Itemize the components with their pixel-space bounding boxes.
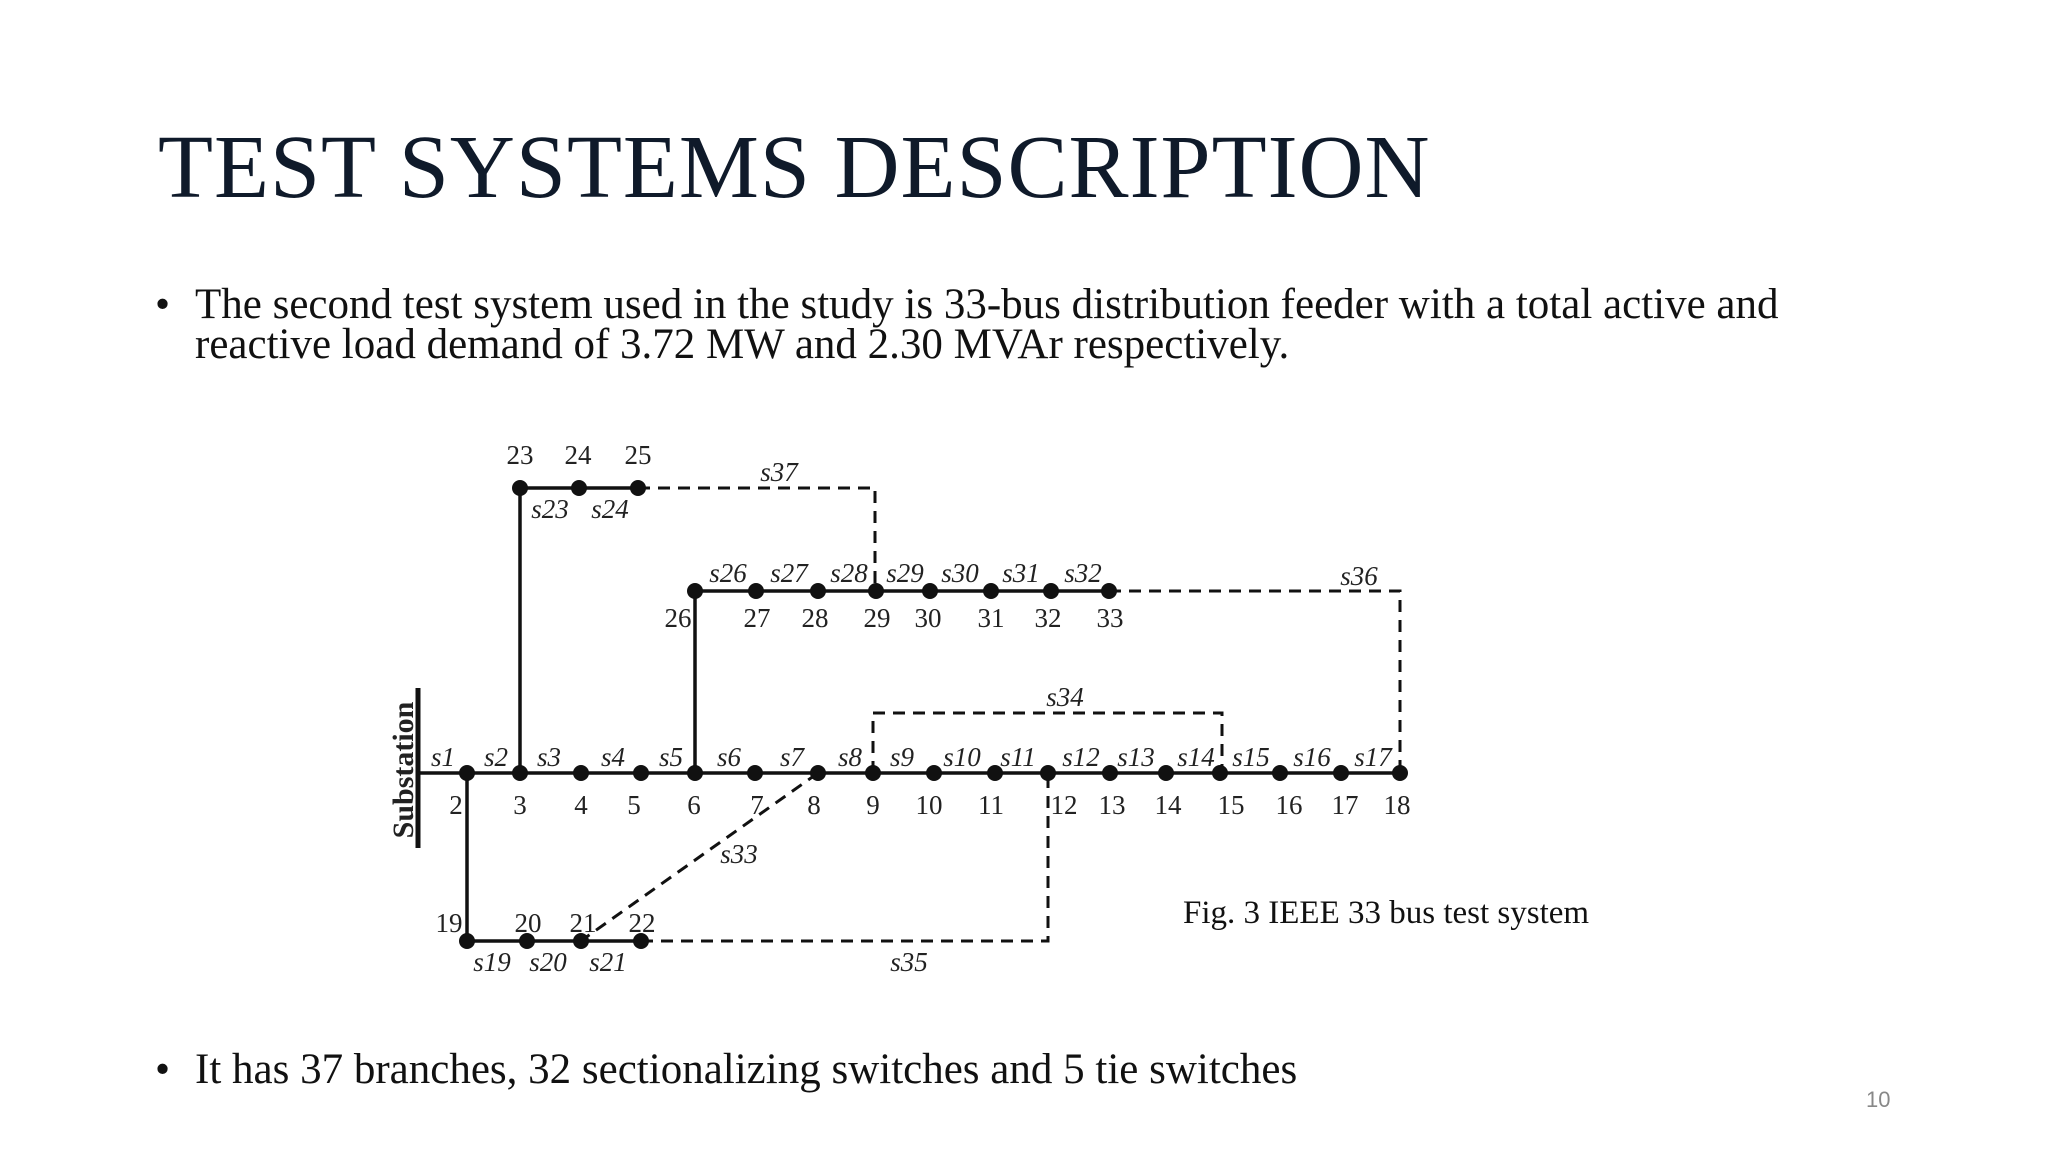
sectionalizing-switch-label: s9: [889, 742, 915, 772]
bus-node: [926, 765, 942, 781]
bus-node: [868, 583, 884, 599]
bus-label: 15: [1217, 790, 1245, 820]
bus-node: [1040, 765, 1056, 781]
bus-node: [810, 765, 826, 781]
bus-label: 12: [1050, 790, 1078, 820]
slide-title: TEST SYSTEMS DESCRIPTION: [158, 118, 1431, 217]
bus-node: [687, 765, 703, 781]
bus-label: 32: [1034, 603, 1062, 633]
bus-label: 21: [569, 908, 597, 938]
sectionalizing-switch-label: s3: [536, 742, 562, 772]
figure-caption: Fig. 3 IEEE 33 bus test system: [1183, 895, 1590, 931]
bus-label: 20: [514, 908, 542, 938]
bus-label: 11: [978, 790, 1004, 820]
bus-label: 8: [807, 790, 821, 820]
sectionalizing-switch-label: s31: [1002, 558, 1040, 588]
sectionalizing-switch-label: s30: [941, 558, 979, 588]
sectionalizing-switch-label: s13: [1117, 742, 1155, 772]
bus-node: [748, 583, 764, 599]
bus-node: [810, 583, 826, 599]
bullet-symbol: •: [155, 281, 171, 328]
tie-switch-label: s37: [760, 457, 798, 487]
bus-label: 22: [628, 908, 656, 938]
sectionalizing-switch-label: s21: [589, 947, 627, 977]
sectionalizing-switch-label: s11: [1000, 742, 1036, 772]
bus-node: [1102, 765, 1118, 781]
sectionalizing-switch-label: s26: [709, 558, 747, 588]
bus-label: 31: [977, 603, 1005, 633]
bus-label: 3: [513, 790, 527, 820]
bus-label: 28: [801, 603, 829, 633]
sectionalizing-switch-label: s24: [591, 494, 629, 524]
sectionalizing-switch-label: s28: [830, 558, 868, 588]
sectionalizing-switch-label: s2: [483, 742, 509, 772]
bus-label: 10: [915, 790, 943, 820]
sectionalizing-switch-label: s14: [1177, 742, 1215, 772]
bus-label: 4: [574, 790, 588, 820]
bus-node: [571, 480, 587, 496]
bus-label: 2: [449, 790, 463, 820]
sectionalizing-switch-label: s20: [529, 947, 567, 977]
bus-label: 29: [863, 603, 891, 633]
bus-node: [1158, 765, 1174, 781]
bus-label: 9: [866, 790, 880, 820]
sectionalizing-switch-label: s32: [1064, 558, 1102, 588]
bus-node: [865, 765, 881, 781]
bus-label: 13: [1098, 790, 1126, 820]
substation-label: Substation: [387, 701, 420, 839]
sectionalizing-switch-label: s5: [658, 742, 684, 772]
bus-node: [1101, 583, 1117, 599]
tie-switch-label: s35: [890, 947, 928, 977]
tie-switch-line: [585, 773, 818, 938]
bullet-text-1: The second test system used in the study is 33-bus distribution feeder with a total active and reactive load demand of 3.72 MW and 2.30 MVAr respectively.: [195, 281, 1779, 368]
sectionalizing-switch-label: s7: [779, 742, 805, 772]
tie-switch-label: s34: [1046, 682, 1084, 712]
bullet-symbol: •: [155, 1046, 171, 1093]
tie-switch-label: s33: [720, 839, 758, 869]
tie-switch-label: s36: [1340, 561, 1378, 591]
sectionalizing-switch-label: s16: [1293, 742, 1331, 772]
bus-node: [983, 583, 999, 599]
bus-node: [573, 765, 589, 781]
bus-label: 33: [1096, 603, 1124, 633]
sectionalizing-switch-label: s23: [531, 494, 569, 524]
bus-label: 26: [664, 603, 692, 633]
bus-label: 6: [687, 790, 701, 820]
bus-node: [687, 583, 703, 599]
bus-node: [1043, 583, 1059, 599]
sectionalizing-switch-label: s17: [1354, 742, 1392, 772]
bus-node: [922, 583, 938, 599]
bus-label: 18: [1383, 790, 1411, 820]
tie-switch-line: [873, 713, 1222, 773]
bus-node: [1333, 765, 1349, 781]
bus-label: 24: [564, 440, 592, 470]
bus-label: 30: [914, 603, 942, 633]
bus-node: [633, 765, 649, 781]
sectionalizing-switch-label: s19: [473, 947, 511, 977]
bus-label: 7: [750, 790, 764, 820]
sectionalizing-switch-label: s6: [716, 742, 742, 772]
sectionalizing-switch-label: s27: [770, 558, 808, 588]
bus-node: [459, 765, 475, 781]
bullet-text-2: It has 37 branches, 32 sectionalizing switches and 5 tie switches: [195, 1046, 1298, 1093]
page-number: 10: [1866, 1087, 1891, 1112]
sectionalizing-switch-label: s8: [837, 742, 863, 772]
bus-label: 16: [1275, 790, 1303, 820]
sectionalizing-switch-label: s15: [1232, 742, 1270, 772]
bus-label: 25: [624, 440, 652, 470]
sectionalizing-switch-label: s12: [1062, 742, 1100, 772]
bus-label: 17: [1331, 790, 1359, 820]
bus-label: 5: [627, 790, 641, 820]
sectionalizing-switch-label: s1: [430, 742, 456, 772]
bus-label: 14: [1154, 790, 1182, 820]
bus-node: [1272, 765, 1288, 781]
bus-node: [512, 765, 528, 781]
sectionalizing-switch-label: s4: [600, 742, 626, 772]
bus-node: [630, 480, 646, 496]
bus-node: [747, 765, 763, 781]
bus-label: 23: [506, 440, 534, 470]
bus-node: [512, 480, 528, 496]
bus-node: [1392, 765, 1408, 781]
sectionalizing-switch-label: s29: [886, 558, 924, 588]
bus-label: 19: [435, 908, 463, 938]
bus-label: 27: [743, 603, 771, 633]
sectionalizing-switch-label: s10: [943, 742, 981, 772]
